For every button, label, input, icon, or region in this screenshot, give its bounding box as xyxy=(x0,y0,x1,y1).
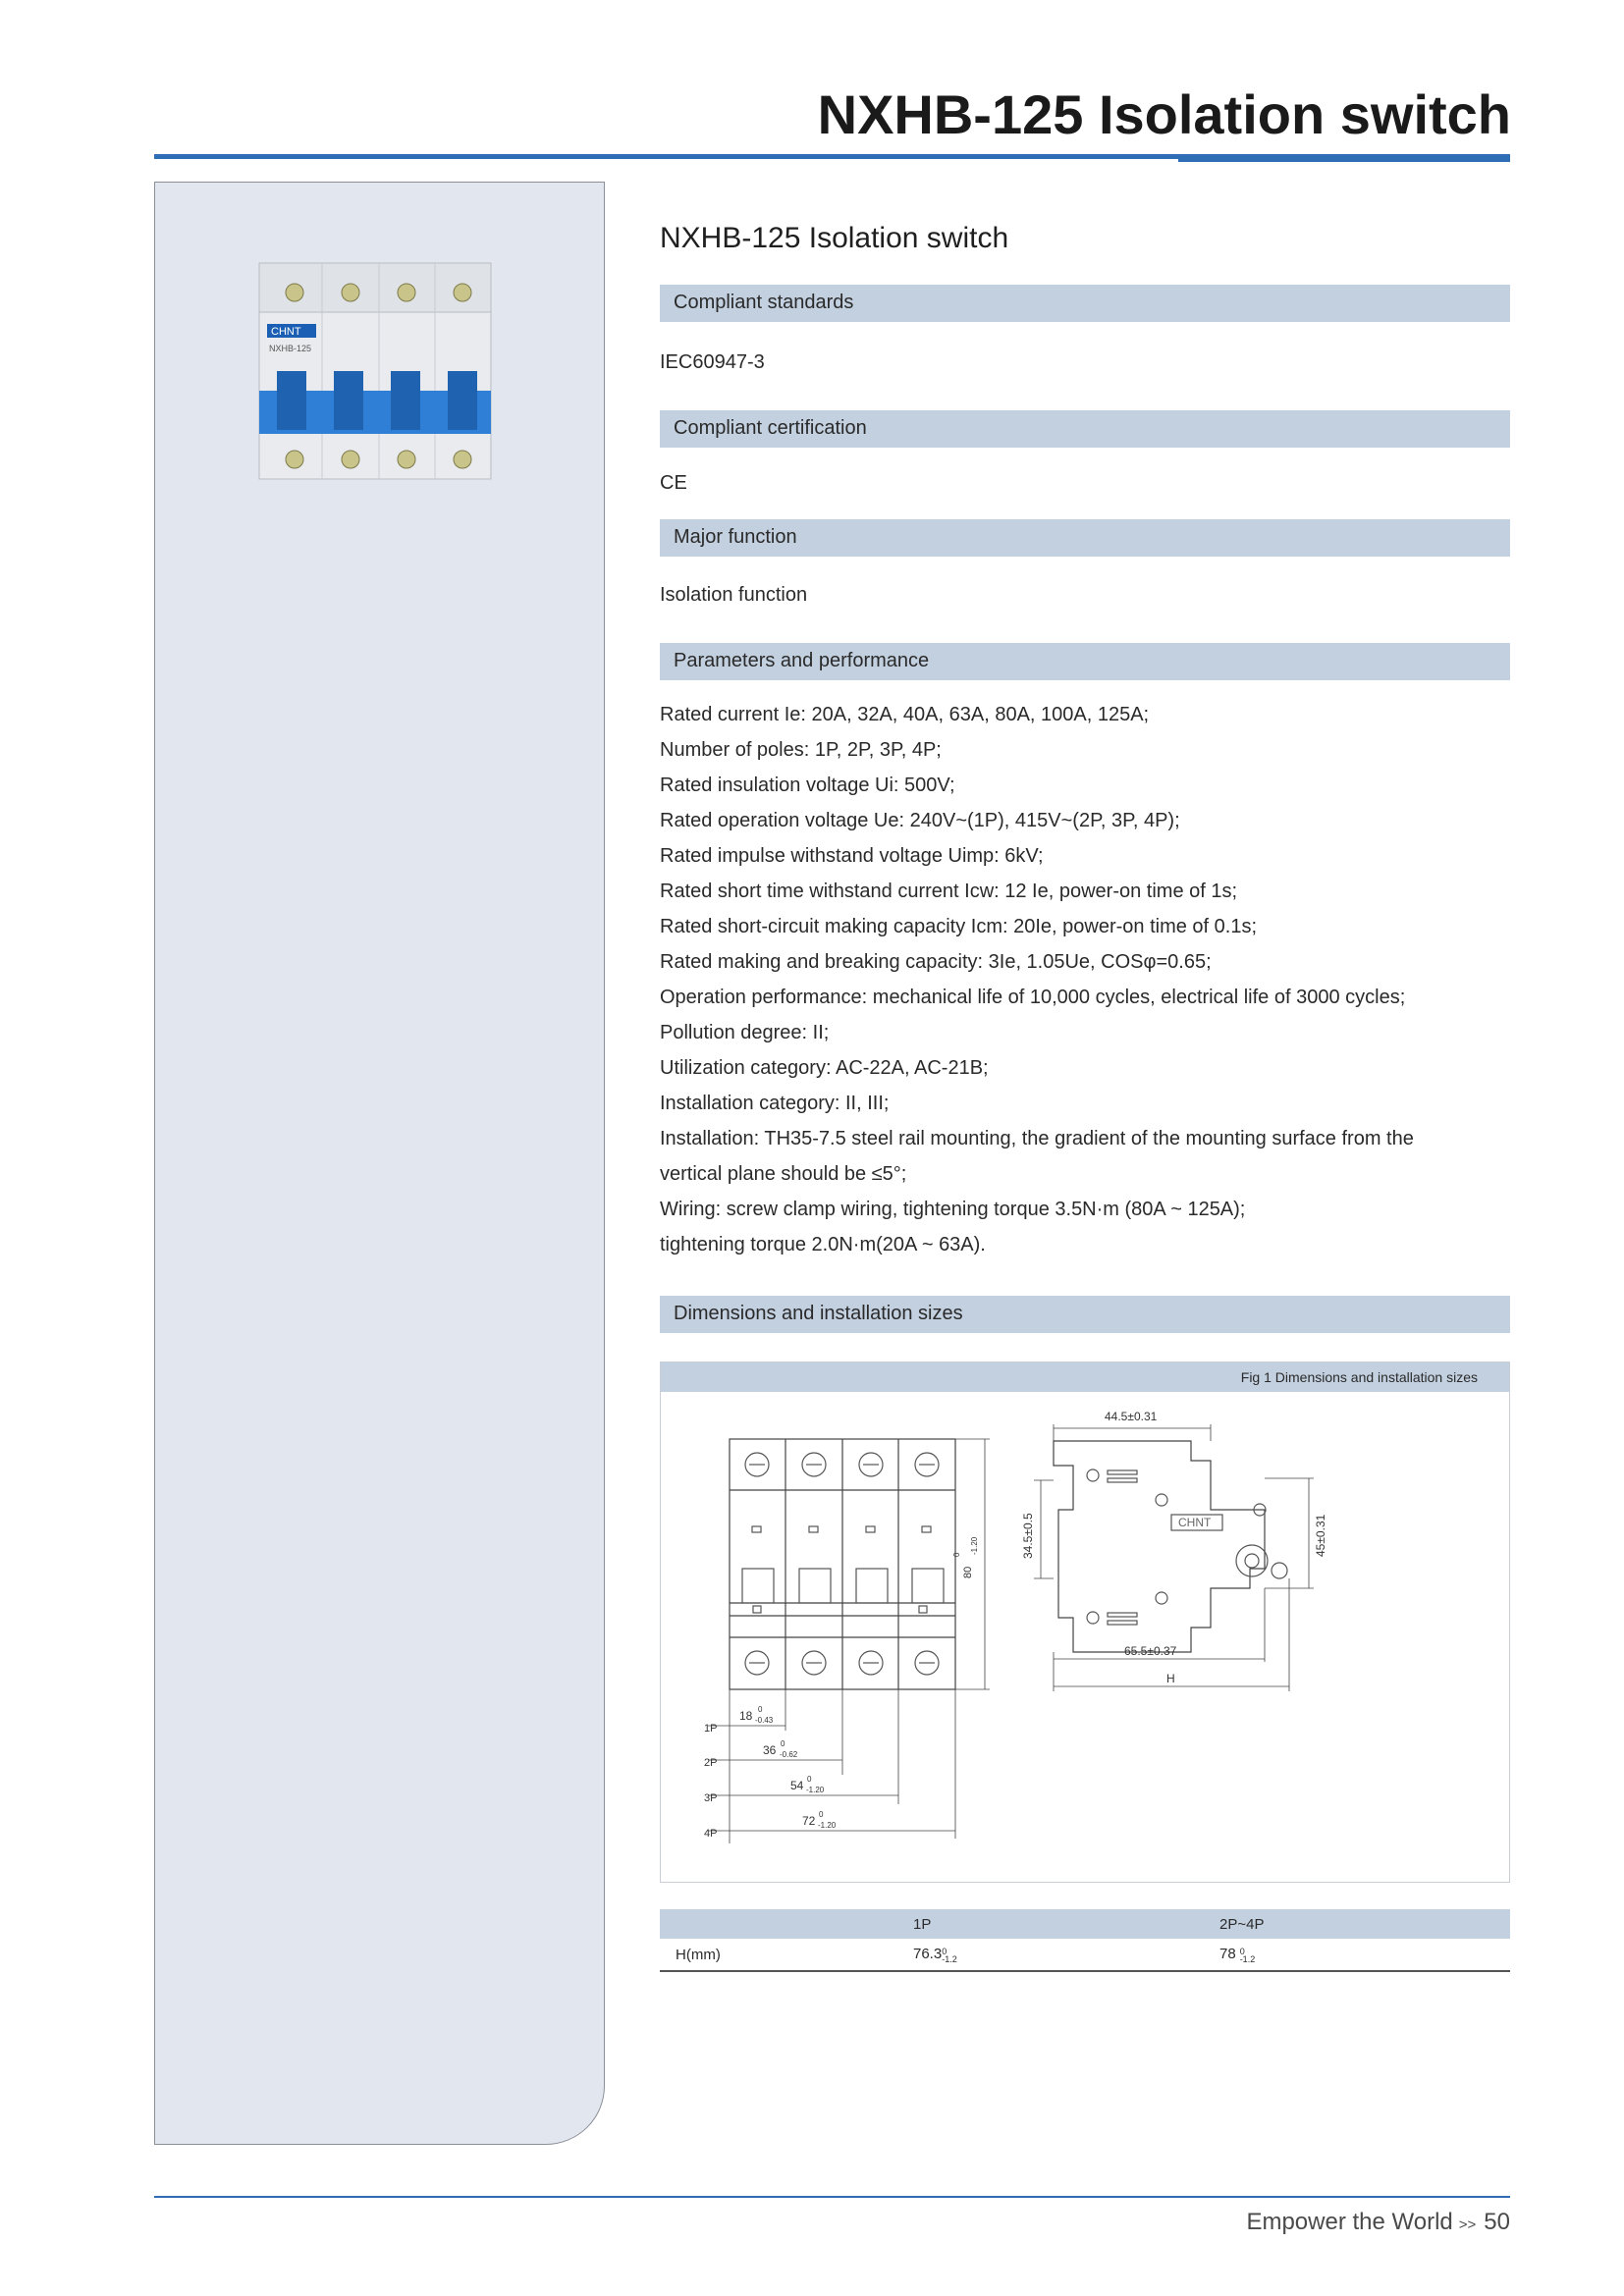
product-name: NXHB-125 Isolation switch xyxy=(660,222,1009,254)
dim-bottom: 65.5±0.37 xyxy=(1124,1644,1177,1658)
param-line: Installation: TH35-7.5 steel rail mounting, the gradient of the mounting surface from the xyxy=(660,1128,1414,1149)
figure-caption: Fig 1 Dimensions and installation sizes xyxy=(1240,1369,1478,1385)
dim-left: 34.5±0.5 xyxy=(1021,1513,1035,1559)
h-table xyxy=(660,1909,1510,1972)
dim-tol-up: 0 xyxy=(819,1810,824,1819)
figure-box xyxy=(660,1362,1510,1883)
table-header: 2P~4P xyxy=(1219,1909,1510,1939)
section-label: Parameters and performance xyxy=(674,650,930,671)
section-label: Dimensions and installation sizes xyxy=(674,1303,963,1324)
dim-overall: H xyxy=(1166,1672,1175,1685)
dim-tol-up: 0 xyxy=(807,1775,812,1784)
footer-arrows: >> xyxy=(1458,2216,1477,2233)
table-cell xyxy=(1219,1939,1510,1971)
dim-1p-tol: -0.43 xyxy=(755,1716,774,1725)
dim-right: 45±0.31 xyxy=(1314,1514,1327,1557)
table-row xyxy=(660,1939,1510,1971)
param-line: Pollution degree: II; xyxy=(660,1022,830,1043)
param-line: tightening torque 2.0N·m(20A ~ 63A). xyxy=(660,1234,986,1255)
section-label: Major function xyxy=(674,526,797,548)
pole-label: 3P xyxy=(704,1792,718,1804)
table-header-row xyxy=(660,1909,1510,1939)
h-value-2p4p-tol-up: 0 xyxy=(1239,1946,1245,1956)
page-number: 50 xyxy=(1484,2209,1510,2235)
dim-2p: 36 xyxy=(763,1743,777,1757)
section-bar-certification xyxy=(660,410,1510,448)
dim-tol-up: 0 xyxy=(781,1739,785,1748)
dim-1p: 18 xyxy=(739,1709,753,1723)
table-cell: H(mm) xyxy=(660,1939,913,1971)
product-image xyxy=(257,253,503,484)
h-value-1p-tol-up: 0 xyxy=(942,1946,947,1956)
footer-slogan: Empower the World xyxy=(1246,2209,1453,2235)
section-bar-dimensions xyxy=(660,1296,1510,1333)
product-model-text: NXHB-125 xyxy=(269,344,312,353)
dim-height-tol-up: 0 xyxy=(952,1552,961,1557)
pole-label: 1P xyxy=(704,1723,718,1735)
page-title: NXHB-125 Isolation switch xyxy=(817,83,1511,145)
section-label: Compliant certification xyxy=(674,417,867,439)
table-cell xyxy=(913,1939,1219,1971)
standards-text: IEC60947-3 xyxy=(660,351,765,373)
section-bar-standards xyxy=(660,285,1510,322)
param-line: Operation performance: mechanical life of 10,000 cycles, electrical life of 3000 cycles; xyxy=(660,987,1406,1008)
dim-top: 44.5±0.31 xyxy=(1105,1410,1158,1423)
param-line: Rated impulse withstand voltage Uimp: 6kV; xyxy=(660,845,1044,867)
param-line: Rated operation voltage Ue: 240V~(1P), 415V~(2P, 3P, 4P); xyxy=(660,810,1180,831)
h-value-1p-tol: -1.2 xyxy=(942,1953,957,1964)
section-label: Compliant standards xyxy=(674,292,854,313)
front-view xyxy=(708,1439,990,1843)
footer xyxy=(1246,2209,1510,2236)
dim-2p-tol: -0.62 xyxy=(780,1750,798,1759)
h-value-1p: 76.3 xyxy=(913,1946,943,1963)
product-logo-text: CHNT xyxy=(271,326,301,338)
function-text: Isolation function xyxy=(660,584,808,606)
param-line: Wiring: screw clamp wiring, tightening torque 3.5N·m (80A ~ 125A); xyxy=(660,1199,1246,1220)
param-line: Number of poles: 1P, 2P, 3P, 4P; xyxy=(660,739,942,761)
dim-4p: 72 xyxy=(802,1814,816,1828)
pole-label: 2P xyxy=(704,1757,718,1769)
dim-tol-up: 0 xyxy=(758,1705,763,1714)
section-bar-parameters xyxy=(660,643,1510,680)
param-line: Rated insulation voltage Ui: 500V; xyxy=(660,774,955,796)
dim-height: 80 xyxy=(962,1566,974,1578)
param-line: Utilization category: AC-22A, AC-21B; xyxy=(660,1057,989,1079)
pole-label: 4P xyxy=(704,1828,718,1840)
dim-3p-tol: -1.20 xyxy=(806,1786,825,1794)
parameters-list xyxy=(660,697,1510,1262)
param-line: Rated short-circuit making capacity Icm: 20Ie, power-on time of 0.1s; xyxy=(660,916,1258,937)
param-line: Rated current Ie: 20A, 32A, 40A, 63A, 80A, 100A, 125A; xyxy=(660,704,1150,725)
param-line: Installation category: II, III; xyxy=(660,1093,890,1114)
table-header: 1P xyxy=(913,1909,1219,1939)
dim-3p: 54 xyxy=(790,1779,804,1792)
param-line: Rated short time withstand current Icw: 12 Ie, power-on time of 1s; xyxy=(660,881,1238,902)
dim-4p-tol: -1.20 xyxy=(818,1821,837,1830)
figure-caption-bar xyxy=(661,1362,1509,1392)
certification-text: CE xyxy=(660,472,687,494)
section-bar-function xyxy=(660,519,1510,557)
param-line: Rated making and breaking capacity: 3Ie, 1.05Ue, COSφ=0.65; xyxy=(660,951,1212,973)
dimension-drawing xyxy=(661,1392,1509,1882)
param-line: vertical plane should be ≤5°; xyxy=(660,1163,907,1185)
side-logo: CHNT xyxy=(1178,1516,1212,1529)
footer-rule xyxy=(154,2196,1510,2198)
h-value-2p4p-tol: -1.2 xyxy=(1239,1953,1256,1964)
dim-height-tol: -1.20 xyxy=(970,1536,979,1555)
h-value-2p4p: 78 xyxy=(1219,1946,1236,1963)
table-header xyxy=(660,1909,913,1939)
title-rule-accent xyxy=(1178,159,1510,162)
